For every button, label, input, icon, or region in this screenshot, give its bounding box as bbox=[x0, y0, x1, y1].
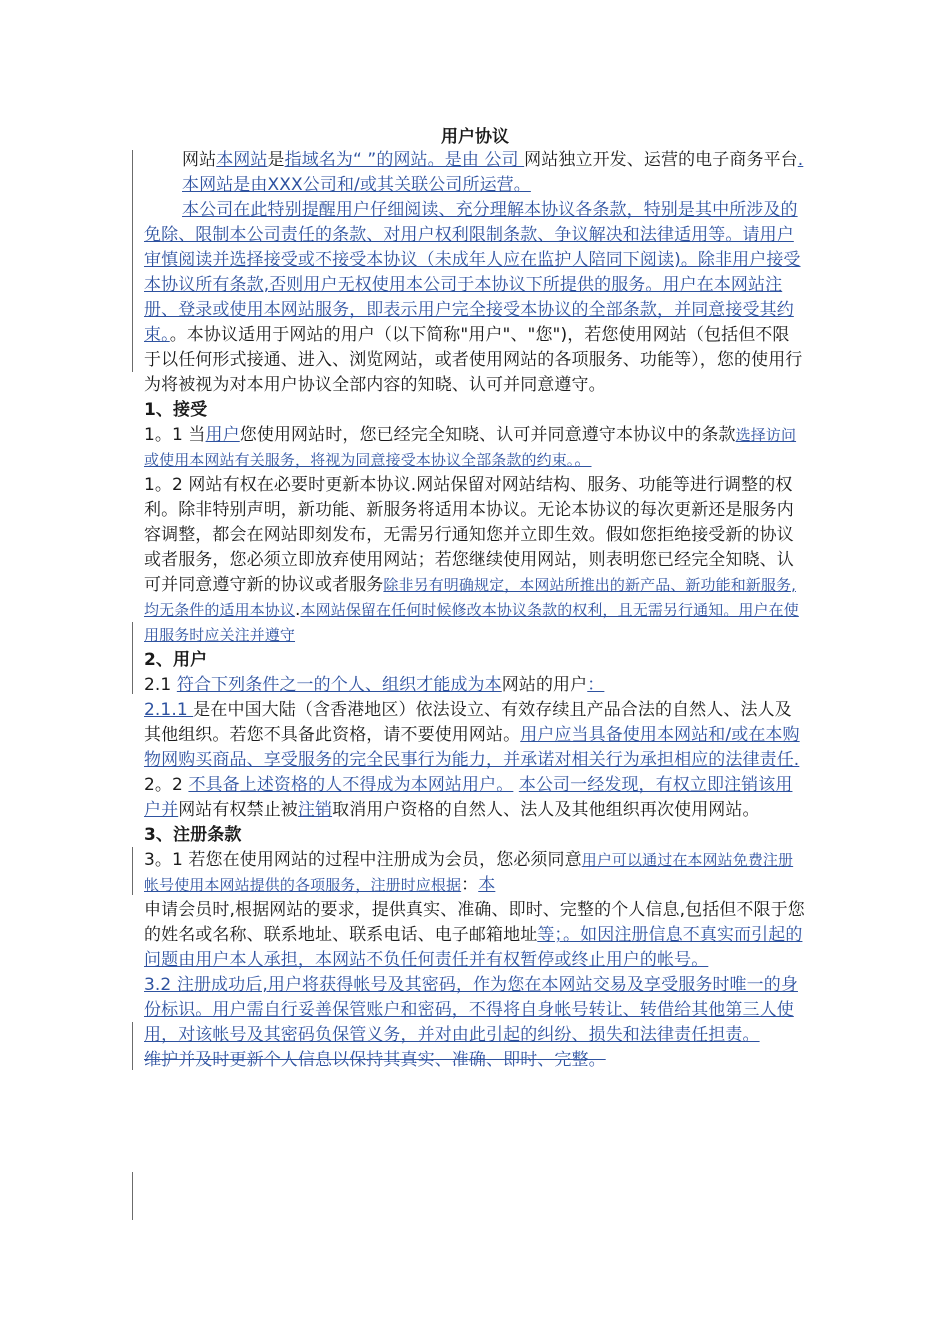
inserted-text: . bbox=[797, 150, 804, 170]
clause-2-2 bbox=[144, 773, 806, 823]
inserted-text: 2.1.1 bbox=[144, 700, 194, 720]
inserted-text: 用户可以通过在本网站免费注册帐号使用本网站提供的各项服务，注册时应根据 bbox=[144, 851, 794, 894]
paragraph-intro bbox=[144, 148, 806, 173]
inserted-text: 除非另有明确规定，本网站所推出的新产品、新功能和新服务,均无条件的适用本协议 bbox=[144, 576, 796, 619]
inserted-text: 。如因注册信息不真实而引起的问题由用户本人承担，本网站不负任何责任并有权暂停或终止用户的帐号。 bbox=[144, 925, 803, 970]
revision-bar bbox=[132, 847, 133, 895]
clause-3-3-deleted bbox=[144, 1048, 806, 1073]
text-run: 网站有权禁止被 bbox=[178, 800, 298, 820]
revision-bar bbox=[132, 1172, 133, 1220]
text-run: 是 bbox=[267, 150, 285, 170]
clause-2-1 bbox=[144, 673, 806, 698]
revision-bar bbox=[132, 1022, 133, 1070]
text-run: 2.1 bbox=[144, 675, 177, 695]
deleted-text: 维护并及时更新个人信息以保持其真实、准确、即时、完整。 bbox=[144, 1050, 606, 1070]
inserted-text: 用户应当具备使用本网站和/或在本购物网购买商品、享受服务的完全民事行为能力，并承诺对相关行为承担相应的法律责任. bbox=[144, 725, 800, 770]
inserted-text: 用户 bbox=[205, 425, 240, 445]
revision-bar bbox=[132, 150, 133, 372]
inserted-text: 等 bbox=[537, 925, 555, 945]
clause-2-1-1 bbox=[144, 698, 806, 773]
inserted-text: 。 bbox=[574, 450, 592, 470]
text-run: 申请会员时,根据网站的要求，提供真实、准确、即时、完整的个人信息,包括但不限于您的姓名或名称、联系地址、联系电话、电子邮箱地址 bbox=[144, 900, 805, 945]
text-run: 2。2 bbox=[144, 775, 189, 795]
text-run: 1。1 当 bbox=[144, 425, 206, 445]
inserted-text: 公司 bbox=[478, 150, 525, 170]
text-run: . bbox=[295, 600, 301, 620]
text-run: 您使用网站时，您已经完全知晓、认可并同意遵守本协议中的条款 bbox=[239, 425, 736, 445]
inserted-text: ； bbox=[554, 925, 564, 945]
inserted-text: 选择访问或使用本网站有关服务，将视为同意接受本协议全部条款的约束。 bbox=[144, 426, 797, 469]
text-run: ： bbox=[461, 875, 479, 895]
text-run: 网站 bbox=[182, 150, 217, 170]
document-title: 用户协议 bbox=[441, 127, 509, 147]
section-heading-user: 2、用户 bbox=[144, 650, 208, 670]
inserted-text: 本 bbox=[478, 875, 496, 895]
inserted-text: ： bbox=[587, 675, 605, 695]
paragraph-operator bbox=[144, 173, 806, 198]
clause-1-1 bbox=[144, 423, 806, 473]
paragraph-notice bbox=[144, 198, 806, 398]
text-run: 1。2 网站有权在必要时更新本协议.网站保留对网站结构、服务、功能等进行调整的权利。除非特别声明，新功能、新服务将适用本协议。无论本协议的每次更新还是服务内容调整，都会在网站即刻发布，无需另行通知您并立即生效。假如您拒绝接受新的协议或者服务，您必须立即放弃使用网站；若您继续使用网站，则表明您已经完全知晓、认可并同意遵守新的协议或者服务 bbox=[144, 475, 794, 595]
text-run: 网站的用户 bbox=[501, 675, 588, 695]
text-run: 网站独立开发、运营的电子商务平台 bbox=[524, 150, 798, 170]
inserted-text: 符合下列条件之一的个人、组织才能成为本 bbox=[176, 675, 502, 695]
text-run: 3。1 若您在使用网站的过程中注册成为会员，您必须同意 bbox=[144, 850, 582, 870]
revision-bar bbox=[132, 622, 133, 694]
inserted-text: 本公司在此特别提醒用户仔细阅读、充分理解本协议各条款，特别是其中所涉及的免除、限制本公司责任的条款、对用户权利限制条款、争议解决和法律适用等。请用户审慎阅读并选择接受或不接受本协议（未成年人应在监护人陪同下阅读)。除非用户接受本协议所有条款,否则用户无权使用本公司于本协议下所提供的服务。用户在本网站注册、登录或使用本网站服务，即表示用户完全接受本协议的全部条款，并同意接受其约束。 bbox=[144, 200, 801, 345]
inserted-text: 本网站 bbox=[216, 150, 268, 170]
inserted-text: 注销 bbox=[297, 800, 333, 820]
section-heading-registration: 3、注册条款 bbox=[144, 825, 242, 845]
inserted-text: 本网站保留在任何时候修改本协议条款的权利，且无需另行通知。用户在使用服务时应关注并遵守 bbox=[144, 601, 799, 644]
document-body bbox=[144, 148, 806, 1073]
inserted-text: 本网站是由XXX公司和/或其关联公司所运营。 bbox=[182, 175, 531, 195]
inserted-text: 指域名为“ ”的网站。是由 bbox=[284, 150, 479, 170]
clause-3-1 bbox=[144, 848, 806, 973]
clause-1-2 bbox=[144, 473, 806, 648]
clause-3-2 bbox=[144, 973, 806, 1048]
inserted-text: 不具备上述资格的人不得成为本网站用户。 bbox=[188, 775, 514, 795]
inserted-text: 本公司一经发现，有权立即注销该用户并 bbox=[144, 775, 793, 820]
text-run: 是在中国大陆（含香港地区）依法设立、有效存续且产品合法的自然人、法人及其他组织。若您不具备此资格，请不要使用网站。 bbox=[144, 700, 792, 745]
inserted-text: 3.2 注册成功后,用户将获得帐号及其密码，作为您在本网站交易及享受服务时唯一的身份标识。用户需自行妥善保管账户和密码，不得将自身帐号转让、转借给其他第三人使用，对该帐号及其密码负保管义务，并对由此引起的纠纷、损失和法律责任担责。 bbox=[144, 975, 798, 1045]
text-run: 。本协议适用于网站的用户（以下简称"用户"、"您")，若您使用网站（包括但不限于以任何形式接通、进入、浏览网站，或者使用网站的各项服务、功能等），您的使用行为将被视为对本用户协议全部内容的知晓、认可并同意遵守。 bbox=[144, 325, 803, 395]
section-heading-accept: 1、接受 bbox=[144, 400, 208, 420]
text-run: 取消用户资格的自然人、法人及其他组织再次使用网站。 bbox=[332, 800, 760, 820]
